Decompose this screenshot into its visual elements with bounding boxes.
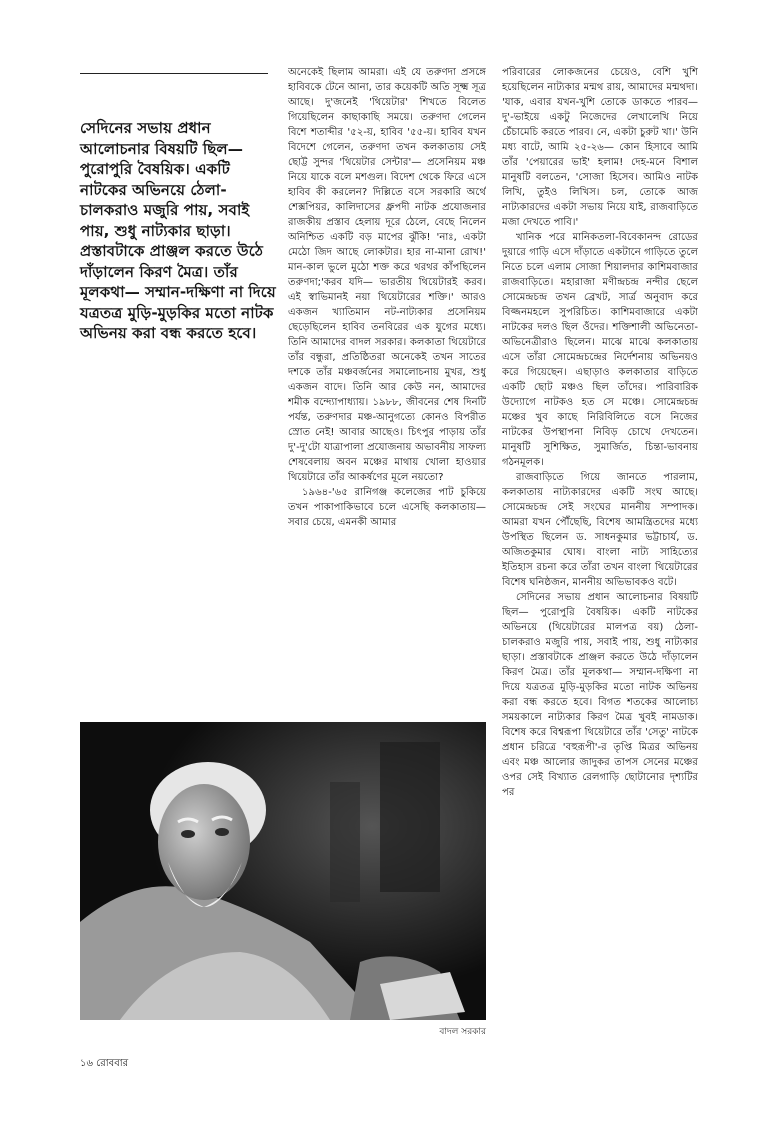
article-paragraph: ১৯৬৪-'৬৫ রানিগঞ্জ কলেজের পাট চুকিয়ে তখন পাকাপাকিভাবে চলে এসেছি কলকাতায়— সবার চেয়ে, এমনকী আমার [288,487,486,528]
article-paragraph: সেদিনের সভায় প্রধান আলোচনার বিষয়টি ছিল— পুরোপুরি বৈষয়িক। একটি নাটকের অভিনয়ে (থিয়েটারের মালপত্র বয়) ঠেলা-চালকরাও মজুরি পায়, সবাই পায়, শুধু নাট্যকার ছাড়া। প্রস্তাবটাকে প্রাঞ্জল করতে উঠে দাঁড়ালেন কিরণ মৈত্র। তাঁর মূলকথা— সম্মান-দক্ষিণা না দিয়ে যত্রতত্র মুড়ি-মুড়কির মতো নাটক অভিনয় করা বন্ধ করতে হবে। বিগত শতকের আলোচ্য সময়কালে নাট্যকার কিরণ মৈত্র খুবই নামডাক। বিশেষ করে বিশ্বরূপা থিয়েটারে তাঁর 'সেতু' নাটকে প্রধান চরিত্রে 'বহুরূপী'-র তৃপ্তি মিত্রর অভিনয় এবং মঞ্চ আলোর জাদুকর তাপস সেনের মঞ্চের ওপর সেই বিখ্যাত রেলগাড়ি ছোটানোর দৃশ্যটির পর [502,592,698,798]
article-paragraph: পরিবারের লোকজনের চেয়েও, বেশি খুশি হয়েছিলেন নাট্যকার মন্মথ রায়, আমাদের মন্মথদা। 'যাক, এবার যখন-খুশি তোকে ডাকতে পারব— দু'-ভাইয়ে একটু নিজেদের লেখালেখি নিয়ে চেঁচামেচি করতে পারব। নে, একটা চুরুট খা।' উনি মধ্য বাটে, আমি ২৫-২৬— কোন হিসাবে আমি তাঁর 'পেয়ারের ভাই' হলাম! দেহ-মনে বিশাল মানুষটি বলতেন, 'সোজা হিসেব। আমিও নাটক লিখি, তুইও লিখিস। চল, তোকে আজ নাট্যকারদের একটা সভায় নিয়ে যাই, রাজবাড়িতে মজা দেখতে পাবি।' [502,67,698,228]
photo-caption: বাদল সরকার [439,1027,486,1037]
article-column-middle [288,65,486,702]
article-column-right [502,65,698,1045]
portrait-photo [80,722,486,1020]
page-folio: ১৬ রোববার [80,1058,129,1069]
article-paragraph: অনেকেই ছিলাম আমরা। এই যে তরুণদা প্রসঙ্গে হাবিবকে টেনে আনা, তার কয়েকটি অতি সূক্ষ্ম সূত্র আছে। দু'জনেই 'থিয়েটার' শিখতে বিলেত গিয়েছিলেন কাছাকাছি সময়ে। তরুণদা গেলেন বিশে শতাব্দীর '৫২-য়, হাবিব '৫৫-য়। হাবিব যখন বিদেশে গেলেন, তরুণদা তখন কলকাতায় সেই ছোট্ট সুন্দর 'থিয়েটার সেন্টার'— প্রসেনিয়ম মঞ্চ নিয়ে যাকে বলে মশগুল। বিদেশ থেকে ফিরে এসে হাবিব কী করলেন? দিল্লিতে বসে সরকারি অর্থে শেক্সপিয়র, কালিদাসের ধ্রুপদী নাটক প্রযোজনার রাজকীয় প্রস্তাব হেলায় দূরে ঠেলে, বেছে নিলেন অনিশ্চিত একটি বড় মাপের ঝুঁকি! 'নাঃ, একটা মেঠো জিদ আছে লোকটার। হার না-মানা রোখ!' মান-কাল ভুলে মুঠো শক্ত করে থরথর কাঁপছিলেন তরুণদা;'করব যদি— ভারতীয় থিয়েটারই করব। এই স্বাভিমানই নয়া থিয়েটারের শক্তি।' আরও একজন খ্যাতিমান নট-নাট্যকার প্রসেনিয়ম ছেড়েছিলেন হাবিব তনবিরের এক যুগের মধ্যে। তিনি আমাদের বাদল সরকার। কলকাতা থিয়েটারে তাঁর বন্ধুরা, প্রতিষ্ঠিতরা অনেকেই তখন সাতের দশকে তাঁর মঞ্চবর্জনের সমালোচনায় মুখর, শুধু একজন বাদে। তিনি আর কেউ নন, আমাদের শমীক বন্দ্যোপাধ্যায়। ১৯৮৮, জীবনের শেষ দিনটি পর্যন্ত, তরুণদার মঞ্চ-আনুগত্যে কোনও বিপরীত স্রোত নেই! আবার আছেও। চিৎপুর পাড়ায় তাঁর দু'-দু'টো যাত্রাপালা প্রযোজনায় অভাবনীয় সাফল্য শেষবেলায় অবন মঞ্চের মাথায় খোলা হাওয়ার থিয়েটারে তাঁর আকর্ষণের মূলে নয়তো? [288,67,486,483]
article-paragraph: রাজবাড়িতে গিয়ে জানতে পারলাম, কলকাতায় নাট্যকারদের একটি সংঘ আছে। সোমেন্দ্রচন্দ্র সেই সংঘের মাননীয় সম্পাদক। আমরা যখন পৌঁছেছি, বিশেষ আমন্ত্রিতদের মধ্যে উপস্থিত ছিলেন ড. সাধনকুমার ভট্টাচার্য, ড. অজিতকুমার ঘোষ। বাংলা নাট্য সাহিত্যের ইতিহাস রচনা করে তাঁরা তখন বাংলা থিয়েটারের বিশেষ ঘনিষ্ঠজন, মাননীয় অভিভাবকও বটে। [502,472,698,588]
pull-quote: সেদিনের সভায় প্রধান আলোচনার বিষয়টি ছিল— পুরোপুরি বৈষয়িক। একটি নাটকের অভিনয়ে ঠেলা-চালকরাও মজুরি পায়, সবাই পায়, শুধু নাট্যকার ছাড়া। প্রস্তাবটাকে প্রাঞ্জল করতে উঠে দাঁড়ালেন কিরণ মৈত্র। তাঁর মূলকথা— সম্মান-দক্ষিণা না দিয়ে যত্রতত্র মুড়ি-মুড়কির মতো নাটক অভিনয় করা বন্ধ করতে হবে। [80,119,276,342]
article-paragraph: খানিক পরে মানিকতলা-বিবেকানন্দ রোডের দুয়ারে গাড়ি এসে দাঁড়াতে একটানে গাড়িতে তুলে নিতে চলে এলাম সোজা শিয়ালদার কাশিমবাজার রাজবাড়িতে। মহারাজা মণীন্দ্রচন্দ্র নন্দীর ছেলে সোমেন্দ্রচন্দ্র তখন ব্রেখট, সার্ত্র অনুবাদ করে বিজ্জনমহলে সুপরিচিত। কাশিমবাজারে একটা নাটকের দলও ছিল ওঁদের। শক্তিশালী অভিনেতা-অভিনেত্রীরাও ছিলেন। মাঝে মাঝে কলকাতায় এসে তাঁরা সোমেন্দ্রচন্দ্রের নির্দেশনায় অভিনয়ও করে গিয়েছেন। এছাড়াও কলকাতার বাড়িতে একটি ছোট মঞ্চও ছিল তাঁদের। পারিবারিক উদ্যোগে নাটকও হত সে মঞ্চে। সোমেন্দ্রচন্দ্র মঞ্চের খুব কাছে নিরিবিলিতে বসে নিজের নাটকের উপস্থাপনা নিবিড় চোখে দেখতেন। মানুষটি সুশিক্ষিত, সুমার্জিত, চিন্তা-ভাবনায় গঠনমূলক। [502,232,698,468]
pull-quote-rule [80,73,268,74]
